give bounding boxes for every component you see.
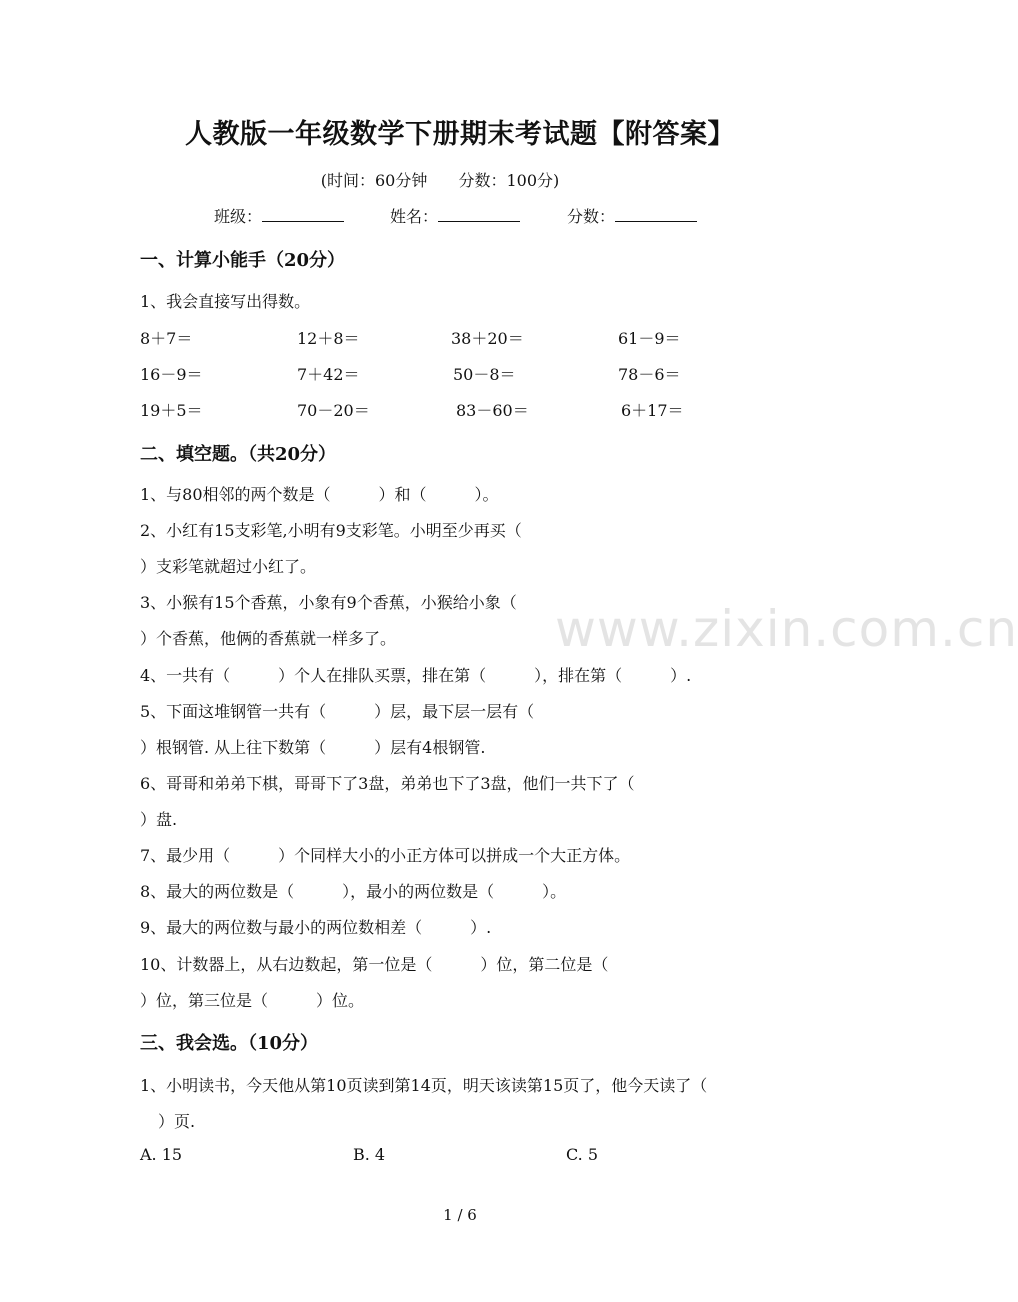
fill-blank-line: 6、哥哥和弟弟下棋，哥哥下了3盘，弟弟也下了3盘，他们一共下了（ — [140, 774, 635, 793]
fill-blank-line: ）位，第三位是（ ）位。 — [140, 991, 365, 1010]
score-label: 分数： — [567, 207, 616, 226]
exam-subtitle — [0, 168, 880, 191]
choice-option-b[interactable]: B. 4 — [353, 1145, 386, 1164]
score-field — [567, 204, 697, 227]
class-label: 班级： — [214, 207, 263, 226]
calc-item: 38＋20＝ — [451, 329, 524, 348]
choice-option-a[interactable]: A. 15 — [140, 1145, 183, 1164]
fill-blank-line: 10、计数器上，从右边数起，第一位是（ ）位，第二位是（ — [140, 955, 609, 974]
calc-item: 12＋8＝ — [297, 329, 360, 348]
calc-item: 78－6＝ — [618, 365, 681, 384]
fill-blank-line: ）盘. — [140, 810, 178, 829]
class-blank[interactable] — [262, 207, 344, 222]
name-blank[interactable] — [438, 207, 520, 222]
calc-item: 19＋5＝ — [140, 401, 203, 420]
page-number: 1 / 6 — [443, 1206, 477, 1224]
fill-blank-line: ）根钢管. 从上往下数第（ ）层有4根钢管. — [140, 738, 486, 757]
section1-heading: 一、计算小能手（20分） — [140, 250, 346, 271]
fill-blank-line: ）支彩笔就超过小红了。 — [140, 557, 317, 576]
name-field — [390, 204, 520, 227]
fill-blank-line: 2、小红有15支彩笔,小明有9支彩笔。小明至少再买（ — [140, 521, 522, 540]
calc-item: 83－60＝ — [456, 401, 529, 420]
choice-option-c[interactable]: C. 5 — [566, 1145, 599, 1164]
class-field — [214, 204, 344, 227]
fill-blank-line: 5、下面这堆钢管一共有（ ）层，最下层一层有（ — [140, 702, 535, 721]
choice-question-line: 1、小明读书，今天他从第10页读到第14页，明天该读第15页了，他今天读了（ — [140, 1076, 708, 1095]
fill-blank-line: ）个香蕉，他俩的香蕉就一样多了。 — [140, 629, 397, 648]
name-label: 姓名： — [390, 207, 439, 226]
fill-blank-line: 8、最大的两位数是（ ），最小的两位数是（ ）。 — [140, 882, 567, 901]
watermark: www.zixin.com.cn — [555, 600, 1018, 658]
choice-question-line: ）页. — [158, 1112, 196, 1131]
section2-heading: 二、填空题。（共20分） — [140, 444, 337, 465]
calc-item: 7＋42＝ — [297, 365, 360, 384]
section3-heading: 三、我会选。（10分） — [140, 1033, 319, 1054]
calc-item: 70－20＝ — [297, 401, 370, 420]
fill-blank-line: 7、最少用（ ）个同样大小的小正方体可以拼成一个大正方体。 — [140, 846, 631, 865]
section1-question1: 1、我会直接写出得数。 — [140, 292, 311, 311]
calc-item: 6＋17＝ — [621, 401, 684, 420]
score-blank[interactable] — [615, 207, 697, 222]
fill-blank-line: 3、小猴有15个香蕉，小象有9个香蕉，小猴给小象（ — [140, 593, 517, 612]
calc-item: 8＋7＝ — [140, 329, 193, 348]
exam-title: 人教版一年级数学下册期末考试题【附答案】 — [185, 119, 735, 150]
fill-blank-line: 1、与80相邻的两个数是（ ）和（ ）。 — [140, 485, 499, 504]
fill-blank-line: 9、最大的两位数与最小的两位数相差（ ）. — [140, 918, 492, 937]
fill-blank-line: 4、一共有（ ）个人在排队买票，排在第（ ），排在第（ ）. — [140, 666, 692, 685]
calc-item: 61－9＝ — [618, 329, 681, 348]
time-limit: (时间：60分钟 — [320, 171, 428, 190]
calc-item: 50－8＝ — [453, 365, 516, 384]
total-score: 分数：100分) — [458, 171, 560, 190]
calc-item: 16－9＝ — [140, 365, 203, 384]
